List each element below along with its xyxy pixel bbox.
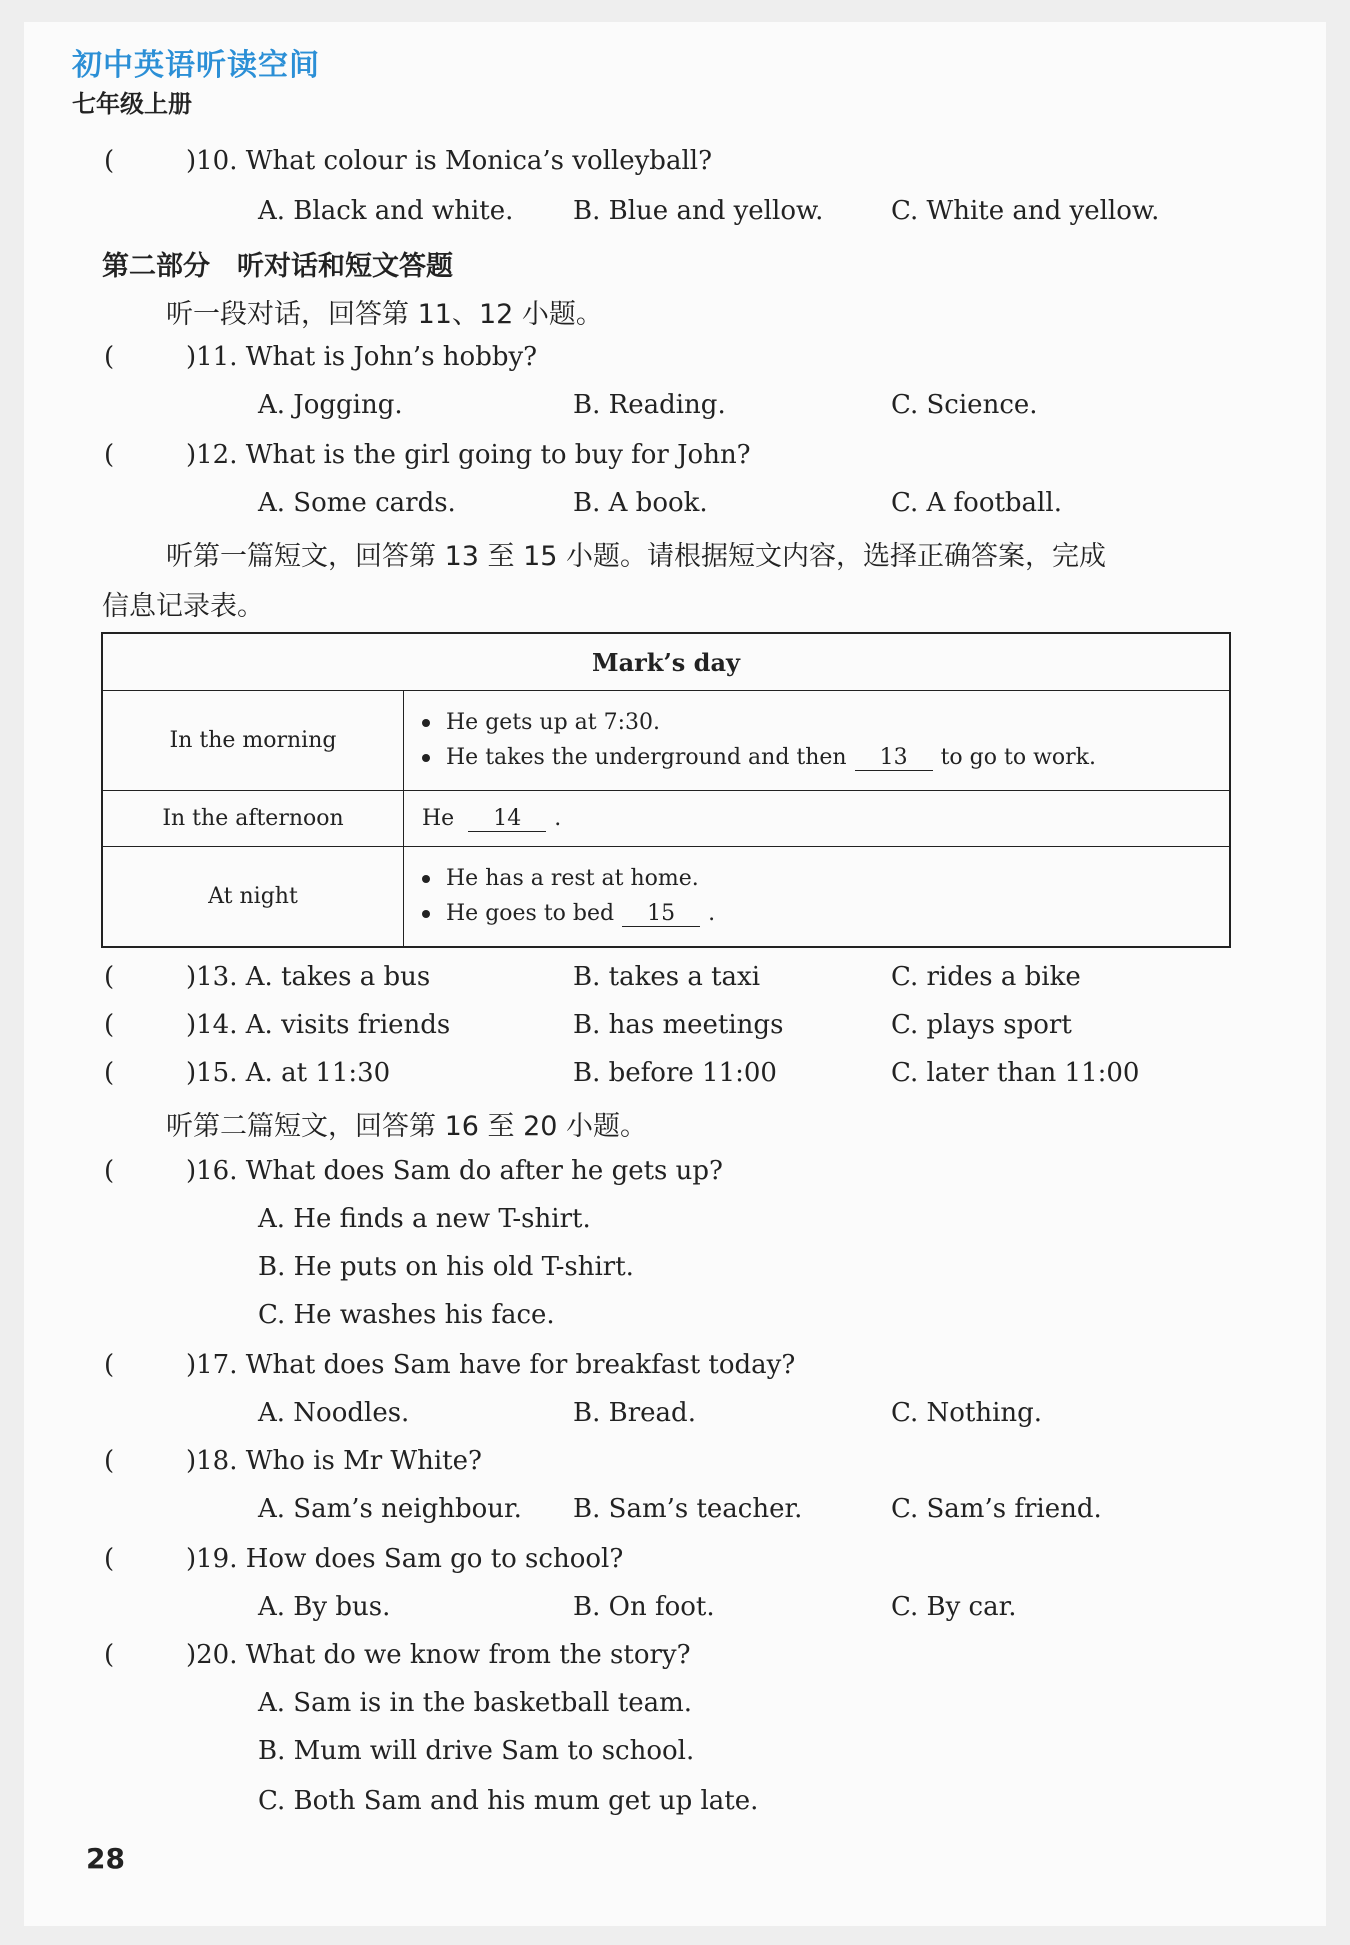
question-12-option-b: B. A book. [573, 488, 708, 518]
question-13-option-c: C. rides a bike [891, 962, 1081, 992]
question-17-option-c: C. Nothing. [891, 1398, 1043, 1428]
question-18-option-c: C. Sam’s friend. [891, 1494, 1102, 1524]
table-title: Mark’s day [102, 633, 1230, 691]
night-item-2-pre: He goes to bed [446, 900, 615, 926]
bullet-icon [422, 910, 430, 918]
question-15-option-b: B. before 11:00 [573, 1058, 777, 1088]
question-11-option-c: C. Science. [891, 390, 1038, 420]
passage-1-instructions: 听第一篇短文，回答第 13 至 15 小题。请根据短文内容，选择正确答案，完成 [166, 541, 1107, 572]
series-title: 初中英语听读空间 [72, 48, 320, 83]
question-17-option-b: B. Bread. [573, 1398, 696, 1428]
question-11-stem: )11. What is John’s hobby? [186, 342, 538, 372]
answer-paren-16[interactable]: ( [104, 1156, 115, 1186]
morning-cell [404, 691, 1231, 791]
dialogue-instructions: 听一段对话，回答第 11、12 小题。 [166, 299, 603, 330]
question-17-option-a: A. Noodles. [258, 1398, 410, 1428]
question-16-option-c: C. He washes his face. [258, 1300, 555, 1330]
afternoon-pre: He [422, 805, 455, 831]
answer-paren-14[interactable]: ( [104, 1010, 115, 1040]
question-19-option-b: B. On foot. [573, 1592, 715, 1622]
question-15-stem: )15. A. at 11:30 [186, 1058, 391, 1088]
question-13-stem: )13. A. takes a bus [186, 962, 431, 992]
question-16-option-a: A. He finds a new T-shirt. [258, 1204, 591, 1234]
morning-item-2-post: to go to work. [940, 745, 1096, 770]
page-number: 28 [86, 1842, 125, 1875]
question-16-stem: )16. What does Sam do after he gets up? [186, 1156, 723, 1186]
question-19-stem: )19. How does Sam go to school? [186, 1544, 624, 1574]
answer-paren-17[interactable]: ( [104, 1350, 115, 1380]
bullet-icon [422, 719, 430, 727]
morning-label: In the morning [102, 691, 404, 791]
question-12-stem: )12. What is the girl going to buy for John? [186, 440, 751, 470]
question-18-option-a: A. Sam’s neighbour. [258, 1494, 522, 1524]
question-20-option-a: A. Sam is in the basketball team. [258, 1688, 693, 1718]
bullet-icon [422, 754, 430, 762]
question-20-option-c: C. Both Sam and his mum get up late. [258, 1786, 759, 1816]
night-label: At night [102, 847, 404, 947]
bullet-icon [422, 875, 430, 883]
passage-2-instructions: 听第二篇短文，回答第 16 至 20 小题。 [166, 1111, 648, 1142]
question-12-option-c: C. A football. [891, 488, 1062, 518]
night-item-1: He has a rest at home. [446, 865, 699, 891]
question-11-option-a: A. Jogging. [258, 390, 403, 420]
question-10-option-c: C. White and yellow. [891, 196, 1160, 226]
question-10-option-b: B. Blue and yellow. [573, 196, 824, 226]
answer-paren-13[interactable]: ( [104, 962, 115, 992]
question-17-stem: )17. What does Sam have for breakfast today? [186, 1350, 796, 1380]
afternoon-label: In the afternoon [102, 791, 404, 847]
question-19-option-a: A. By bus. [258, 1592, 391, 1622]
night-item-2-post: . [708, 900, 716, 926]
question-14-option-b: B. has meetings [573, 1010, 784, 1040]
section-2-title: 第二部分 听对话和短文答题 [102, 251, 453, 282]
question-18-stem: )18. Who is Mr White? [186, 1446, 482, 1476]
question-12-option-a: A. Some cards. [258, 488, 456, 518]
answer-paren-12[interactable]: ( [104, 440, 115, 470]
afternoon-cell [404, 791, 1231, 847]
question-10-stem: )10. What colour is Monica’s volleyball? [186, 146, 713, 176]
question-20-stem: )20. What do we know from the story? [186, 1640, 691, 1670]
answer-paren-10[interactable]: ( [104, 146, 115, 176]
question-13-option-b: B. takes a taxi [573, 962, 761, 992]
question-19-option-c: C. By car. [891, 1592, 1017, 1622]
blank-15[interactable]: 15 [622, 901, 700, 927]
answer-paren-20[interactable]: ( [104, 1640, 115, 1670]
question-20-option-b: B. Mum will drive Sam to school. [258, 1736, 695, 1766]
afternoon-post: . [554, 805, 562, 831]
night-cell [404, 847, 1231, 947]
answer-paren-15[interactable]: ( [104, 1058, 115, 1088]
question-10-option-a: A. Black and white. [258, 196, 514, 226]
answer-paren-18[interactable]: ( [104, 1446, 115, 1476]
question-14-stem: )14. A. visits friends [186, 1010, 451, 1040]
morning-item-2-pre: He takes the underground and then [446, 745, 847, 770]
question-11-option-b: B. Reading. [573, 390, 726, 420]
question-16-option-b: B. He puts on his old T-shirt. [258, 1252, 634, 1282]
morning-item-1: He gets up at 7:30. [446, 710, 661, 735]
grade-label: 七年级上册 [72, 90, 192, 118]
passage-1-instructions-cont: 信息记录表。 [102, 591, 264, 622]
question-18-option-b: B. Sam’s teacher. [573, 1494, 803, 1524]
blank-14[interactable]: 14 [468, 806, 546, 832]
answer-paren-11[interactable]: ( [104, 342, 115, 372]
answer-paren-19[interactable]: ( [104, 1544, 115, 1574]
question-14-option-c: C. plays sport [891, 1010, 1072, 1040]
marks-day-table [101, 632, 1231, 948]
question-15-option-c: C. later than 11:00 [891, 1058, 1140, 1088]
blank-13[interactable]: 13 [855, 745, 933, 771]
